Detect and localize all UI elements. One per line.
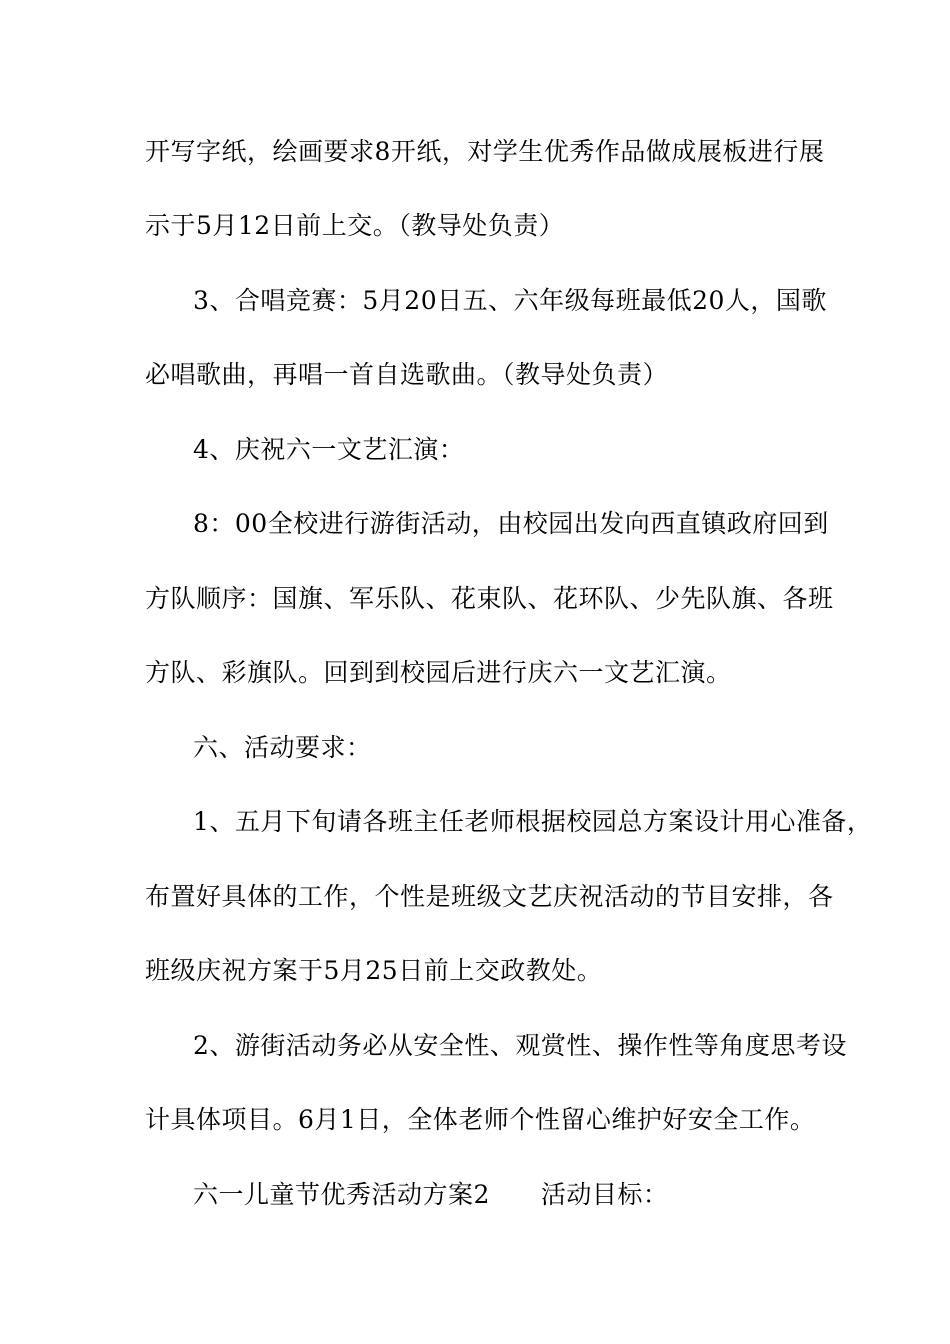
paragraph-line: 3、合唱竞赛：5月20日五、六年级每班最低20人，国歌 (193, 286, 827, 315)
paragraph-line: 方队顺序：国旗、军乐队、花束队、花环队、少先队旗、各班 (145, 584, 834, 613)
paragraph-line: 必唱歌曲，再唱一首自选歌曲。（教导处负责） (145, 360, 669, 389)
paragraph-line: 布置好具体的工作，个性是班级文艺庆祝活动的节目安排，各 (145, 882, 834, 911)
paragraph-line: 示于5月12日前上交。（教导处负责） (145, 211, 565, 240)
paragraph-line: 8：00全校进行游街活动，由校园出发向西直镇政府回到 (193, 509, 829, 538)
paragraph-line: 班级庆祝方案于5月25日前上交政教处。 (145, 956, 603, 985)
paragraph-line: 1、五月下旬请各班主任老师根据校园总方案设计用心准备， (193, 807, 873, 836)
paragraph-line: 计具体项目。6月1日，全体老师个性留心维护好安全工作。 (145, 1105, 816, 1134)
paragraph-line: 4、庆祝六一文艺汇演： (193, 435, 465, 464)
section-heading: 六、活动要求： (193, 733, 372, 762)
paragraph-line: 开写字纸，绘画要求8开纸，对学生优秀作品做成展板进行展 (145, 137, 825, 166)
section-heading: 六一儿童节优秀活动方案2 活动目标： (193, 1180, 669, 1209)
paragraph-line: 方队、彩旗队。回到到校园后进行庆六一文艺汇演。 (145, 658, 732, 687)
paragraph-line: 2、游街活动务必从安全性、观赏性、操作性等角度思考设 (193, 1031, 847, 1060)
